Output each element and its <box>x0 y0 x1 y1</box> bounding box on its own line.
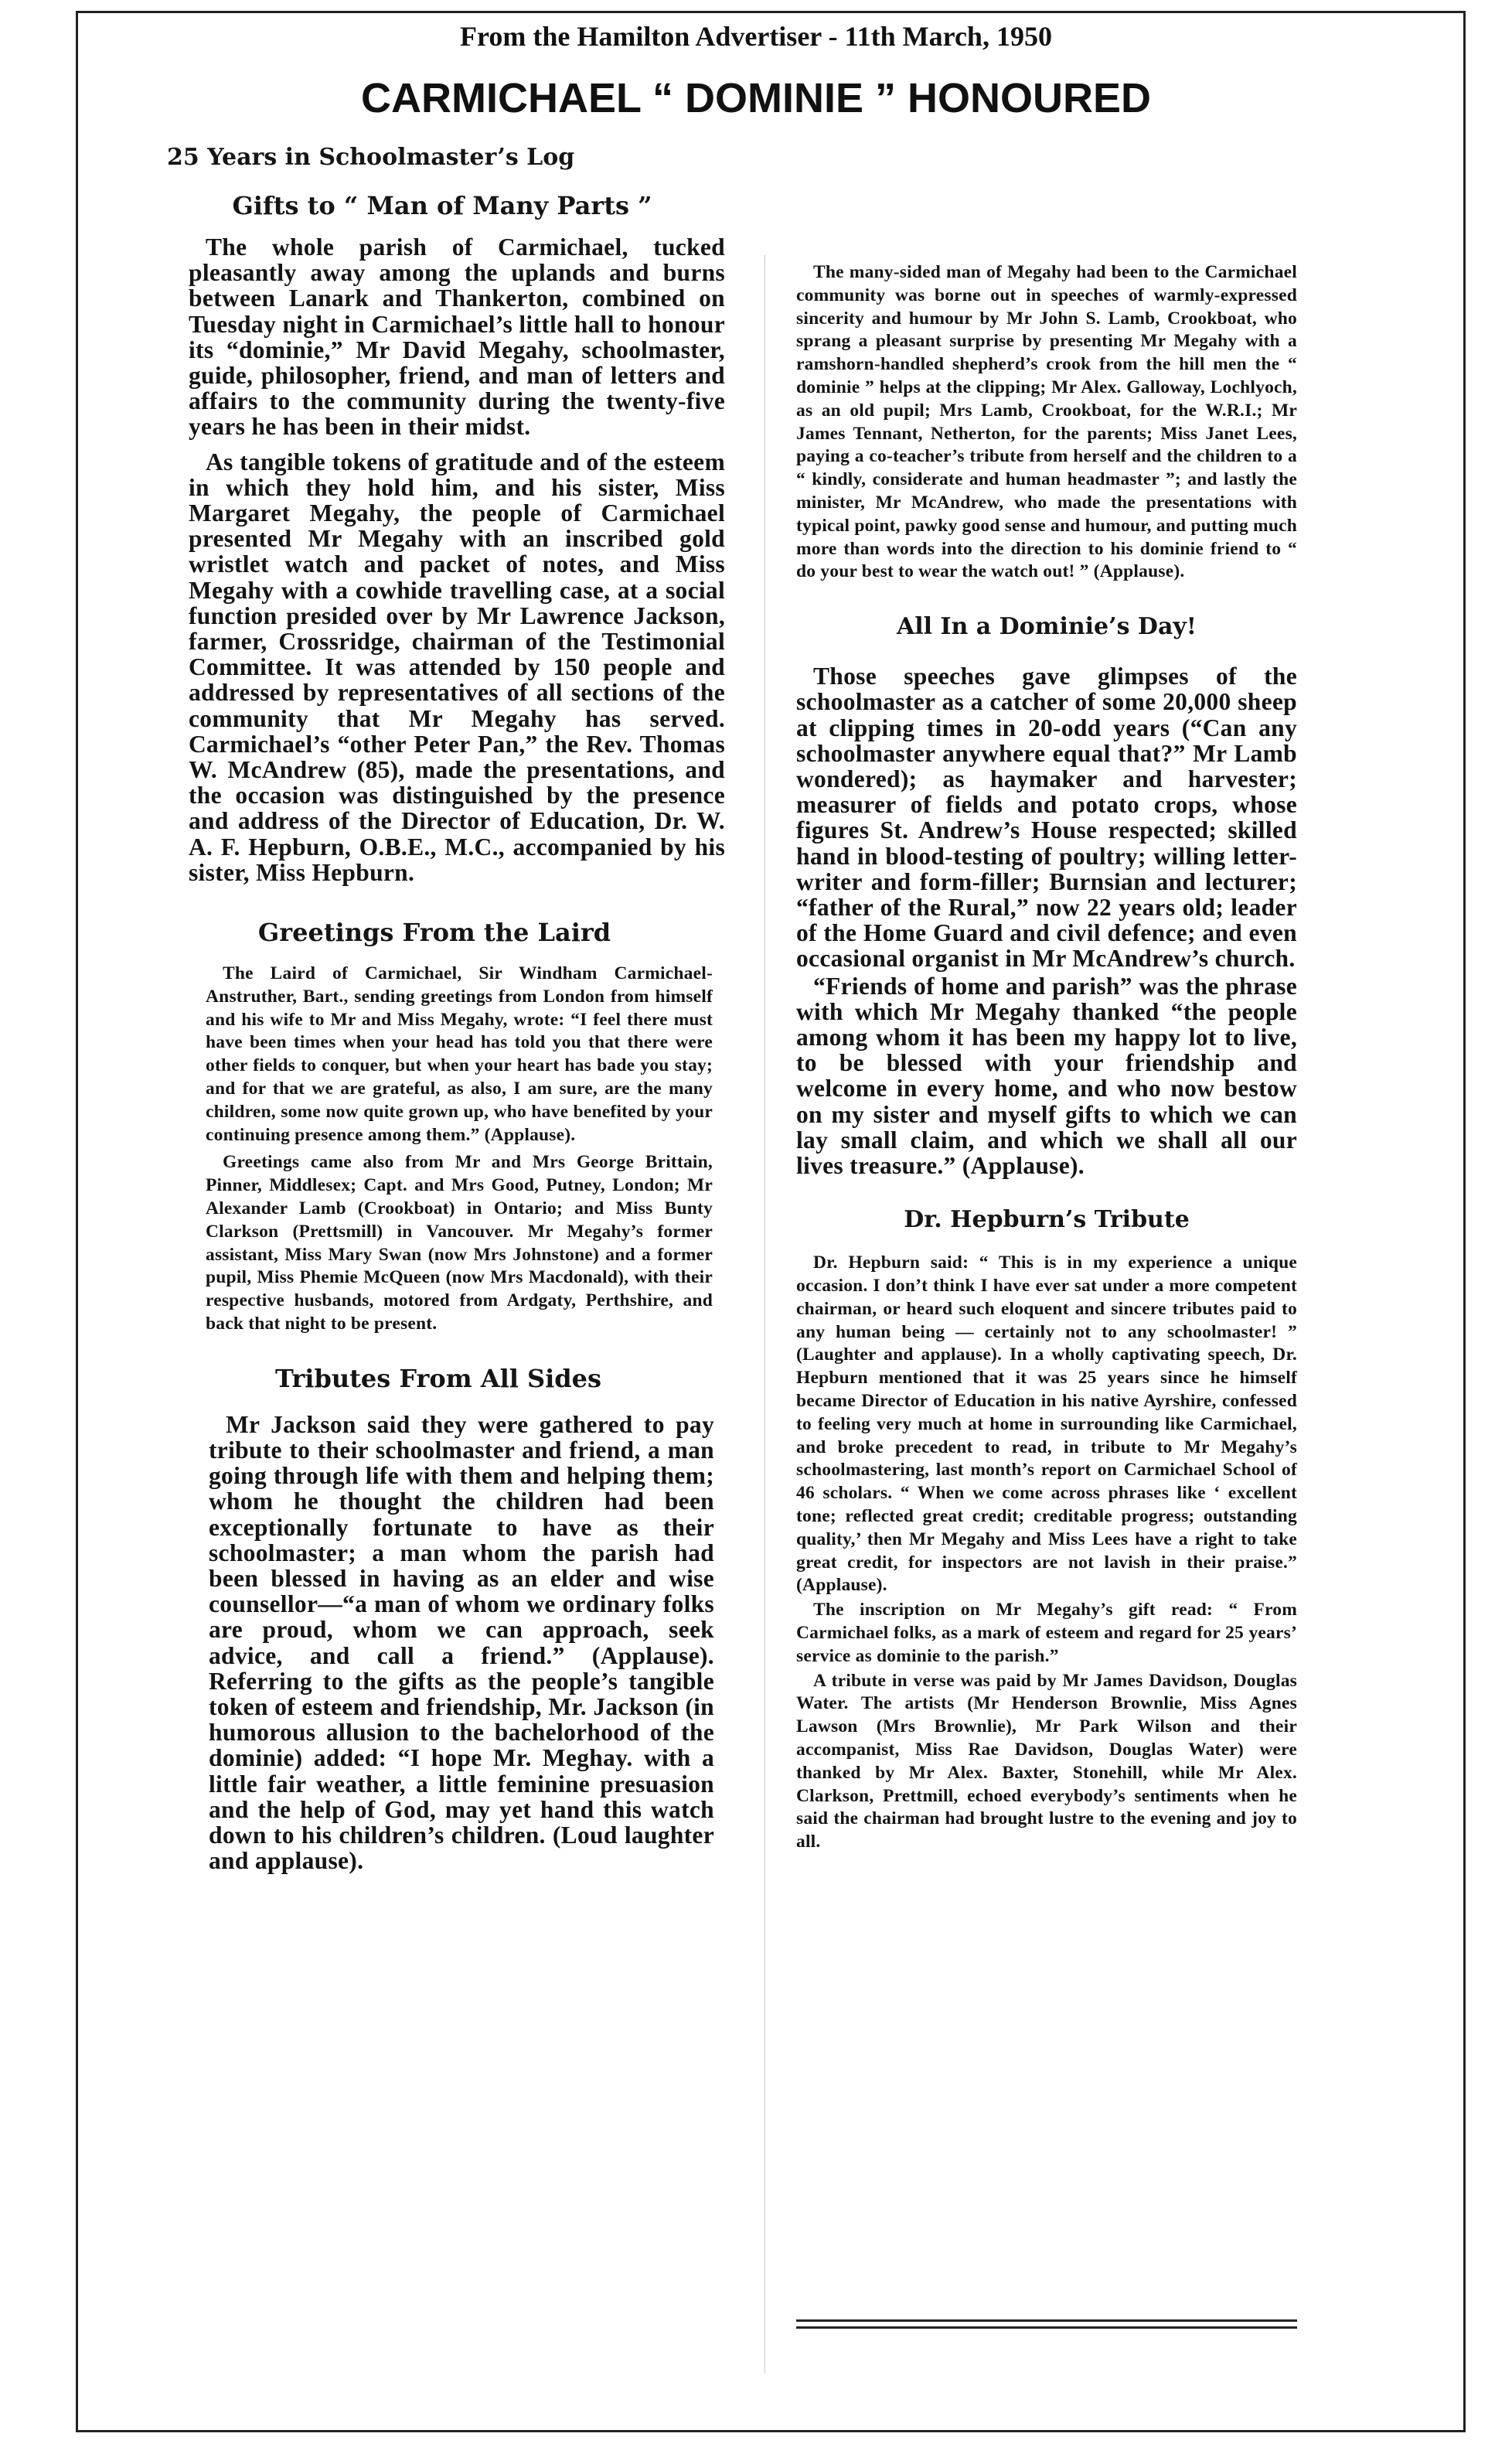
hepburn-para-1: Dr. Hepburn said: “ This is in my experience a unique occasion. I don’t think I have ever sat under a more competent chairman, or heard such eloquent and sincere tributes paid to any human being — certainly not to any schoolmaster! ” (Laughter and applause). In a wholly captivating speech, Dr. Hepburn mentioned that it was 25 years since he himself became Director of Education in his native Ayrshire, confessed to feeling very much at home in surrounding like Carmichael, and broke precedent to read, in tribute to Mr Megahy’s schoolmastering, last month’s report on Carmichael School of 46 scholars. “ When we come across phrases like ‘ excellent tone; reflected great credit; creditable progress; outstanding quality,’ then Mr Megahy and Miss Lees have a right to take great credit, for inspectors are not lavish in their praise.” (Applause). <box>796 1252 1297 1596</box>
source-line: From the Hamilton Advertiser - 11th March, 1950 <box>460 21 1052 52</box>
day-para-2: “Friends of home and parish” was the phrase with which Mr Megahy thanked “the people among whom it has been my happy lot to live, to be blessed with your friendship and welcome in every home, and who now bestow on my sister and myself gifts to which we can lay small claim, and which we shall all our lives treasure.” (Applause). <box>796 972 1297 1180</box>
headline: CARMICHAEL “ DOMINIE ” HONOURED <box>360 75 1152 121</box>
day-para-1: Those speeches gave glimpses of the schoolmaster as a catcher of some 20,000 sheep at clipping times in 20-odd years (“Can any schoolmaster anywhere equal that?” Mr Lamb wondered); as haymaker and harvester; measurer of fields and potato crops, whose figures St. Andrew’s House respected; skilled hand in blood-testing of poultry; willing letter-writer and form-filler; Burnsian and lecturer; “father of the Rural,” now 22 years old; leader of the Home Guard and civil defence; and even occasional organist in Mr McAndrew’s church. <box>796 663 1297 973</box>
hepburn-para-2: The inscription on Mr Megahy’s gift read: “ From Carmichael folks, as a mark of esteem and regard for 25 years’ service as dominie to the parish.” <box>796 1600 1297 1666</box>
subhead-laird: Greetings From the Laird <box>257 918 611 948</box>
laird-para-2: Greetings came also from Mr and Mrs George Brittain, Pinner, Middlesex; Capt. and Mrs Good, Putney, London; Mr Alexander Lamb (Crookboat) in Ontario; and Miss Bunty Clarkson (Prettsmill) in Vancouver. Mr Megahy’s former assistant, Miss Mary Swan (now Mrs Johnstone) and a former pupil, Miss Phemie McQueen (now Mrs Macdonald), with their respective husbands, motored from Ardgaty, Perthshire, and back that night to be present. <box>206 1152 713 1334</box>
subhead-hepburn: Dr. Hepburn’s Tribute <box>904 1206 1190 1234</box>
story-para-2: As tangible tokens of gratitude and of the esteem in which they hold him, and his sister, Miss Margaret Megahy, the people of Carmichael presented Mr Megahy with an inscribed gold wristlet watch and packet of notes, and Miss Megahy with a cowhide travelling case, at a social function presided over by Mr Lawrence Jackson, farmer, Crossridge, chairman of the Testimonial Committee. It was attended by 150 people and addressed by representatives of all sections of the community that Mr Megahy has served. Carmichael’s “other Peter Pan,” the Rev. Thomas W. McAndrew (85), made the presentations, and the occasion was distinguished by the presence and address of the Director of Education, Dr. W. A. F. Hepburn, O.B.E., M.C., accompanied by his sister, Miss Hepburn. <box>189 448 725 886</box>
laird-para-1: The Laird of Carmichael, Sir Windham Carmichael-Anstruther, Bart., sending greetings from London from himself and his wife to Mr and Miss Megahy, wrote: “I feel there must have been times when your head has told you that there were other fields to conquer, but when your heart has bade you stay; and for that we are grateful, as also, I am sure, are the many children, some now quite grown up, who have benefited by your continuing presence among them.” (Applause). <box>206 963 713 1145</box>
subhead-dominie-day: All In a Dominie’s Day! <box>897 613 1197 641</box>
tributes-para-1: Mr Jackson said they were gathered to pay tribute to their schoolmaster and friend, a man going through life with them and helping them; whom he thought the children had been exceptionally fortunate to have as their schoolmaster; a man whom the parish had been blessed in having as an elder and wise counsellor—“a man of whom we ordinary folks are proud, whom we can approach, seek advice, and call a friend.” (Applause). Referring to the gifts as the people’s tangible token of esteem and friendship, Mr. Jackson (in humorous allusion to the bachelorhood of the dominie) added: “I hope Mr. Meghay. with a little fair weather, a little feminine presuasion and the help of God, may yet hand this watch down to his children’s children. (Loud laughter and applause). <box>209 1410 714 1875</box>
left-column <box>164 136 736 1873</box>
hepburn-para-3: A tribute in verse was paid by Mr James Davidson, Douglas Water. The artists (Mr Henderson Brownlie, Miss Agnes Lawson (Mrs Brownlie), Mr Park Wilson and their accompanist, Miss Rae Davidson, Douglas Water) were thanked by Mr Alex. Baxter, Stonehill, while Mr Alex. Clarkson, Prettmill, echoed everybody’s sentiments when he said the chairman had brought lustre to the evening and joy to all. <box>796 1670 1297 1852</box>
end-rule <box>796 2319 1297 2329</box>
kicker-gifts: Gifts to “ Man of Many Parts ” <box>232 191 652 220</box>
kicker-years: 25 Years in Schoolmaster’s Log <box>167 144 575 171</box>
right-column <box>796 261 1297 1854</box>
subhead-tributes: Tributes From All Sides <box>274 1363 602 1393</box>
right-para-1: The many-sided man of Megahy had been to the Carmichael community was borne out in speeches of warmly-expressed sincerity and humour by Mr John S. Lamb, Crookboat, who sprang a pleasant surprise by presenting Mr Megahy with a ramshorn-handled shepherd’s crook from the hill men the “ dominie ” helps at the clipping; Mr Alex. Galloway, Lochlyoch, as an old pupil; Mrs Lamb, Crookboat, for the W.R.I.; Mr James Tennant, Netherton, for the parents; Miss Janet Lees, paying a co-teacher’s tribute from herself and the children to a “ kindly, considerate and human headmaster ”; and lastly the minister, Mr McAndrew, who made the presentations with typical point, pawky good sense and humour, and putting much more than words into the direction to his dominie friend to “ do your best to wear the watch out! ” (Applause). <box>796 262 1297 582</box>
story-para-1: The whole parish of Carmichael, tucked pleasantly away among the uplands and burns between Lanark and Thankerton, combined on Tuesday night in Carmichael’s little hall to honour its “dominie,” Mr David Megahy, schoolmaster, guide, philosopher, friend, and man of letters and affairs to the community during the twenty-five years he has been in their midst. <box>189 233 725 441</box>
